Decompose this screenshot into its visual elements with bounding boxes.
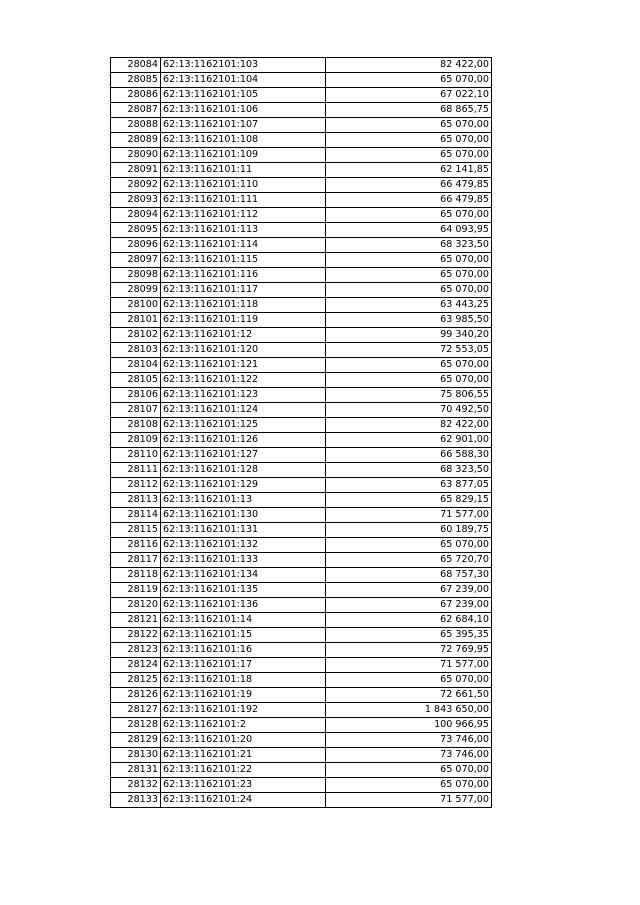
cadastral-number-cell: 62:13:1162101:106 — [161, 103, 326, 118]
cadastral-number-cell: 62:13:1162101:124 — [161, 403, 326, 418]
row-number-cell: 28120 — [111, 598, 161, 613]
row-number-cell: 28108 — [111, 418, 161, 433]
table-row — [111, 733, 492, 748]
table-row — [111, 673, 492, 688]
table-row — [111, 163, 492, 178]
row-number-cell: 28101 — [111, 313, 161, 328]
cadastral-number-cell: 62:13:1162101:21 — [161, 748, 326, 763]
cadastral-value-cell: 62 684,10 — [326, 613, 492, 628]
table-row — [111, 208, 492, 223]
cadastral-value-cell: 1 843 650,00 — [326, 703, 492, 718]
table-row — [111, 583, 492, 598]
cadastral-number-cell: 62:13:1162101:24 — [161, 793, 326, 808]
table-row — [111, 448, 492, 463]
row-number-cell: 28105 — [111, 373, 161, 388]
cadastral-number-cell: 62:13:1162101:119 — [161, 313, 326, 328]
table-row — [111, 658, 492, 673]
cadastral-value-cell: 65 070,00 — [326, 208, 492, 223]
cadastral-value-cell: 65 070,00 — [326, 268, 492, 283]
row-number-cell: 28130 — [111, 748, 161, 763]
cadastral-number-cell: 62:13:1162101:129 — [161, 478, 326, 493]
table-row — [111, 418, 492, 433]
cadastral-value-cell: 65 070,00 — [326, 778, 492, 793]
cadastral-number-cell: 62:13:1162101:115 — [161, 253, 326, 268]
row-number-cell: 28110 — [111, 448, 161, 463]
cadastral-value-cell: 60 189,75 — [326, 523, 492, 538]
table-row — [111, 778, 492, 793]
cadastral-number-cell: 62:13:1162101:20 — [161, 733, 326, 748]
cadastral-number-cell: 62:13:1162101:128 — [161, 463, 326, 478]
table-row — [111, 478, 492, 493]
cadastral-number-cell: 62:13:1162101:13 — [161, 493, 326, 508]
row-number-cell: 28116 — [111, 538, 161, 553]
row-number-cell: 28090 — [111, 148, 161, 163]
table-row — [111, 73, 492, 88]
row-number-cell: 28103 — [111, 343, 161, 358]
cadastral-value-cell: 67 022,10 — [326, 88, 492, 103]
table-row — [111, 433, 492, 448]
cadastral-value-cell: 70 492,50 — [326, 403, 492, 418]
cadastral-value-cell: 68 323,50 — [326, 238, 492, 253]
cadastral-value-cell: 72 769,95 — [326, 643, 492, 658]
table-row — [111, 553, 492, 568]
row-number-cell: 28109 — [111, 433, 161, 448]
cadastral-value-cell: 65 070,00 — [326, 763, 492, 778]
cadastral-value-cell: 73 746,00 — [326, 748, 492, 763]
table-row — [111, 298, 492, 313]
cadastral-number-cell: 62:13:1162101:23 — [161, 778, 326, 793]
cadastral-number-cell: 62:13:1162101:14 — [161, 613, 326, 628]
table-row — [111, 88, 492, 103]
row-number-cell: 28086 — [111, 88, 161, 103]
row-number-cell: 28115 — [111, 523, 161, 538]
cadastral-number-cell: 62:13:1162101:15 — [161, 628, 326, 643]
row-number-cell: 28128 — [111, 718, 161, 733]
cadastral-number-cell: 62:13:1162101:130 — [161, 508, 326, 523]
cadastral-number-cell: 62:13:1162101:135 — [161, 583, 326, 598]
table-row — [111, 103, 492, 118]
row-number-cell: 28117 — [111, 553, 161, 568]
row-number-cell: 28118 — [111, 568, 161, 583]
row-number-cell: 28099 — [111, 283, 161, 298]
cadastral-value-cell: 65 829,15 — [326, 493, 492, 508]
cadastral-value-cell: 72 661,50 — [326, 688, 492, 703]
table-row — [111, 628, 492, 643]
table-row — [111, 493, 492, 508]
cadastral-number-cell: 62:13:1162101:192 — [161, 703, 326, 718]
cadastral-value-cell: 66 588,30 — [326, 448, 492, 463]
row-number-cell: 28129 — [111, 733, 161, 748]
table-row — [111, 133, 492, 148]
row-number-cell: 28097 — [111, 253, 161, 268]
row-number-cell: 28106 — [111, 388, 161, 403]
table-row — [111, 373, 492, 388]
row-number-cell: 28088 — [111, 118, 161, 133]
row-number-cell: 28095 — [111, 223, 161, 238]
row-number-cell: 28091 — [111, 163, 161, 178]
cadastral-value-cell: 65 070,00 — [326, 673, 492, 688]
row-number-cell: 28119 — [111, 583, 161, 598]
cadastral-number-cell: 62:13:1162101:109 — [161, 148, 326, 163]
cadastral-value-cell: 67 239,00 — [326, 583, 492, 598]
document-page — [110, 57, 491, 808]
cadastral-value-cell: 71 577,00 — [326, 508, 492, 523]
row-number-cell: 28089 — [111, 133, 161, 148]
cadastral-number-cell: 62:13:1162101:103 — [161, 58, 326, 73]
row-number-cell: 28121 — [111, 613, 161, 628]
row-number-cell: 28123 — [111, 643, 161, 658]
cadastral-value-cell: 62 901,00 — [326, 433, 492, 448]
row-number-cell: 28102 — [111, 328, 161, 343]
cadastral-number-cell: 62:13:1162101:110 — [161, 178, 326, 193]
cadastral-value-cell: 65 070,00 — [326, 373, 492, 388]
table-row — [111, 598, 492, 613]
cadastral-number-cell: 62:13:1162101:117 — [161, 283, 326, 298]
row-number-cell: 28131 — [111, 763, 161, 778]
cadastral-number-cell: 62:13:1162101:2 — [161, 718, 326, 733]
cadastral-value-cell: 67 239,00 — [326, 598, 492, 613]
row-number-cell: 28114 — [111, 508, 161, 523]
cadastral-number-cell: 62:13:1162101:112 — [161, 208, 326, 223]
cadastral-number-cell: 62:13:1162101:133 — [161, 553, 326, 568]
table-row — [111, 793, 492, 808]
table-row — [111, 688, 492, 703]
cadastral-value-cell: 72 553,05 — [326, 343, 492, 358]
cadastral-number-cell: 62:13:1162101:11 — [161, 163, 326, 178]
row-number-cell: 28125 — [111, 673, 161, 688]
table-row — [111, 538, 492, 553]
row-number-cell: 28085 — [111, 73, 161, 88]
table-row — [111, 463, 492, 478]
cadastral-number-cell: 62:13:1162101:122 — [161, 373, 326, 388]
row-number-cell: 28087 — [111, 103, 161, 118]
cadastral-number-cell: 62:13:1162101:12 — [161, 328, 326, 343]
cadastral-value-cell: 63 443,25 — [326, 298, 492, 313]
table-row — [111, 148, 492, 163]
table-row — [111, 238, 492, 253]
cadastral-number-cell: 62:13:1162101:121 — [161, 358, 326, 373]
table-row — [111, 748, 492, 763]
cadastral-value-cell: 100 966,95 — [326, 718, 492, 733]
cadastral-number-cell: 62:13:1162101:136 — [161, 598, 326, 613]
cadastral-number-cell: 62:13:1162101:126 — [161, 433, 326, 448]
cadastral-value-cell: 75 806,55 — [326, 388, 492, 403]
table-row — [111, 253, 492, 268]
table-row — [111, 388, 492, 403]
cadastral-value-table — [110, 57, 492, 808]
row-number-cell: 28092 — [111, 178, 161, 193]
cadastral-number-cell: 62:13:1162101:127 — [161, 448, 326, 463]
table-row — [111, 358, 492, 373]
row-number-cell: 28112 — [111, 478, 161, 493]
cadastral-value-cell: 65 720,70 — [326, 553, 492, 568]
table-row — [111, 523, 492, 538]
table-row — [111, 328, 492, 343]
table-row — [111, 763, 492, 778]
cadastral-value-cell: 65 070,00 — [326, 358, 492, 373]
cadastral-value-cell: 63 985,50 — [326, 313, 492, 328]
cadastral-number-cell: 62:13:1162101:108 — [161, 133, 326, 148]
table-row — [111, 58, 492, 73]
row-number-cell: 28084 — [111, 58, 161, 73]
table-row — [111, 223, 492, 238]
cadastral-number-cell: 62:13:1162101:120 — [161, 343, 326, 358]
cadastral-number-cell: 62:13:1162101:113 — [161, 223, 326, 238]
table-row — [111, 613, 492, 628]
row-number-cell: 28107 — [111, 403, 161, 418]
table-row — [111, 343, 492, 358]
row-number-cell: 28133 — [111, 793, 161, 808]
table-body — [111, 58, 492, 808]
row-number-cell: 28113 — [111, 493, 161, 508]
table-row — [111, 703, 492, 718]
table-row — [111, 268, 492, 283]
cadastral-number-cell: 62:13:1162101:104 — [161, 73, 326, 88]
cadastral-value-cell: 65 070,00 — [326, 538, 492, 553]
table-row — [111, 568, 492, 583]
cadastral-value-cell: 65 070,00 — [326, 118, 492, 133]
cadastral-number-cell: 62:13:1162101:22 — [161, 763, 326, 778]
cadastral-number-cell: 62:13:1162101:131 — [161, 523, 326, 538]
cadastral-value-cell: 73 746,00 — [326, 733, 492, 748]
row-number-cell: 28124 — [111, 658, 161, 673]
cadastral-number-cell: 62:13:1162101:107 — [161, 118, 326, 133]
cadastral-number-cell: 62:13:1162101:134 — [161, 568, 326, 583]
row-number-cell: 28100 — [111, 298, 161, 313]
cadastral-value-cell: 65 395,35 — [326, 628, 492, 643]
table-row — [111, 643, 492, 658]
cadastral-number-cell: 62:13:1162101:105 — [161, 88, 326, 103]
row-number-cell: 28132 — [111, 778, 161, 793]
cadastral-number-cell: 62:13:1162101:132 — [161, 538, 326, 553]
cadastral-number-cell: 62:13:1162101:118 — [161, 298, 326, 313]
cadastral-value-cell: 65 070,00 — [326, 73, 492, 88]
cadastral-value-cell: 63 877,05 — [326, 478, 492, 493]
cadastral-value-cell: 65 070,00 — [326, 148, 492, 163]
cadastral-value-cell: 82 422,00 — [326, 58, 492, 73]
table-row — [111, 508, 492, 523]
cadastral-number-cell: 62:13:1162101:111 — [161, 193, 326, 208]
cadastral-value-cell: 99 340,20 — [326, 328, 492, 343]
table-row — [111, 313, 492, 328]
cadastral-number-cell: 62:13:1162101:16 — [161, 643, 326, 658]
table-row — [111, 178, 492, 193]
cadastral-value-cell: 62 141,85 — [326, 163, 492, 178]
row-number-cell: 28122 — [111, 628, 161, 643]
table-row — [111, 193, 492, 208]
table-row — [111, 118, 492, 133]
cadastral-number-cell: 62:13:1162101:123 — [161, 388, 326, 403]
cadastral-number-cell: 62:13:1162101:116 — [161, 268, 326, 283]
cadastral-value-cell: 82 422,00 — [326, 418, 492, 433]
cadastral-value-cell: 71 577,00 — [326, 793, 492, 808]
row-number-cell: 28094 — [111, 208, 161, 223]
row-number-cell: 28104 — [111, 358, 161, 373]
row-number-cell: 28093 — [111, 193, 161, 208]
cadastral-value-cell: 68 757,30 — [326, 568, 492, 583]
row-number-cell: 28098 — [111, 268, 161, 283]
cadastral-value-cell: 65 070,00 — [326, 133, 492, 148]
cadastral-number-cell: 62:13:1162101:19 — [161, 688, 326, 703]
row-number-cell: 28096 — [111, 238, 161, 253]
table-row — [111, 718, 492, 733]
table-row — [111, 403, 492, 418]
table-row — [111, 283, 492, 298]
row-number-cell: 28111 — [111, 463, 161, 478]
cadastral-value-cell: 68 323,50 — [326, 463, 492, 478]
cadastral-number-cell: 62:13:1162101:17 — [161, 658, 326, 673]
cadastral-value-cell: 71 577,00 — [326, 658, 492, 673]
cadastral-value-cell: 66 479,85 — [326, 193, 492, 208]
cadastral-number-cell: 62:13:1162101:125 — [161, 418, 326, 433]
cadastral-value-cell: 65 070,00 — [326, 253, 492, 268]
cadastral-value-cell: 64 093,95 — [326, 223, 492, 238]
cadastral-value-cell: 65 070,00 — [326, 283, 492, 298]
cadastral-value-cell: 68 865,75 — [326, 103, 492, 118]
row-number-cell: 28127 — [111, 703, 161, 718]
cadastral-number-cell: 62:13:1162101:18 — [161, 673, 326, 688]
row-number-cell: 28126 — [111, 688, 161, 703]
cadastral-number-cell: 62:13:1162101:114 — [161, 238, 326, 253]
cadastral-value-cell: 66 479,85 — [326, 178, 492, 193]
